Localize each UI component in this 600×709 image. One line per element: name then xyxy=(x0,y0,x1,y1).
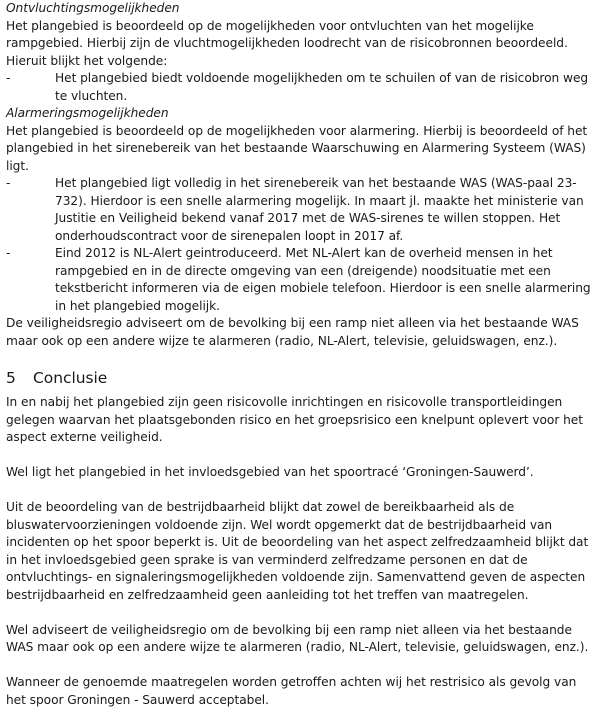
alarmering-paragraph: Het plangebied is beoordeeld op de mogelijkheden voor alarmering. Hierbij is beoordeeld of het plangebied in het sirenebereik van het bestaande Waarschuwing en Alarmering Systeem (WAS) ligt. xyxy=(6,123,588,173)
list-item xyxy=(6,175,594,245)
section-number: 5 xyxy=(6,369,16,387)
bullet-marker: - xyxy=(6,246,11,260)
bullet-marker: - xyxy=(6,176,11,190)
ontvluchting-paragraph: Het plangebied is beoordeeld op de mogelijkheden voor ontvluchten van het mogelijke rampgebied. Hierbij zijn de vluchtmogelijkheden loodrecht van de risicobronnen beoordeeld. Hieruit blijkt het volgende: xyxy=(6,18,568,68)
document-body xyxy=(6,0,594,709)
conclusie-paragraph: Uit de beoordeling van de bestrijdbaarheid blijkt dat zowel de bereikbaarheid als de bluswatervoorzieningen voldoende zijn. Wel wordt opgemerkt dat de bestrijdbaarheid van incidenten op het spoor beperkt is. Uit de beoordeling van het aspect zelfredzaamheid blijkt dat in het invloedsgebied geen sprake is van verminderd zelfredzame personen en dat de ontvluchtings- en signaleringsmogelijkheden voldoende zijn. Samenvattend geven de aspecten bestrijdbaarheid en zelfredzaamheid geen aanleiding tot het treffen van maatregelen. xyxy=(6,500,589,602)
list-item xyxy=(6,245,594,315)
list-item-text: Het plangebied biedt voldoende mogelijkheden om te schuilen of van de risicobron weg te vluchten. xyxy=(55,71,589,103)
alarmering-closing-paragraph: De veiligheidsregio adviseert om de bevolking bij een ramp niet alleen via het bestaande WAS maar ook op een andere wijze te alarmeren (radio, NL-Alert, televisie, geluidswagen, enz.). xyxy=(6,316,579,348)
ontvluchting-heading: Ontvluchtingsmogelijkheden xyxy=(6,1,180,15)
conclusie-paragraph: Wel adviseert de veiligheidsregio om de bevolking bij een ramp niet alleen via het bestaande WAS maar ook op een andere wijze te alarmeren (radio, NL-Alert, televisie, geluidswagen, enz.). xyxy=(6,622,589,654)
section-heading-conclusie xyxy=(6,368,594,388)
list-item-text: Eind 2012 is NL-Alert geintroduceerd. Met NL-Alert kan de overheid mensen in het rampgebied en in de directe omgeving van een (dreigende) noodsituatie met een tekstbericht informeren via de eigen mobiele telefoon. Hierdoor is een snelle alarmering in het plangebied mogelijk. xyxy=(55,246,591,313)
alarmering-heading: Alarmeringsmogelijkheden xyxy=(6,106,169,120)
bullet-marker: - xyxy=(6,71,11,85)
list-item-text: Het plangebied ligt volledig in het sirenebereik van het bestaande WAS (WAS-paal 23-732). Hierdoor is een snelle alarmering mogelijk. In maart jl. maakte het ministerie van Justitie en Veiligheid bekend vanaf 2017 met de WAS-sirenes te willen stoppen. Het onderhoudscontract voor de sirenepalen loopt in 2017 af. xyxy=(55,176,584,243)
conclusie-paragraph: In en nabij het plangebied zijn geen risicovolle inrichtingen en risicovolle transportleidingen gelegen waarvan het plaatsgebonden risico en het groepsrisico een knelpunt oplevert voor het aspect externe veiligheid. xyxy=(6,395,583,444)
conclusie-paragraph: Wel ligt het plangebied in het invloedsgebied van het spoortracé ‘Groningen-Sauwerd’. xyxy=(6,465,534,479)
list-item xyxy=(6,70,594,105)
section-title: Conclusie xyxy=(33,369,108,387)
conclusie-paragraph: Wanneer de genoemde maatregelen worden getroffen achten wij het restrisico als gevolg van het spoor Groningen - Sauwerd acceptabel. xyxy=(6,675,577,707)
